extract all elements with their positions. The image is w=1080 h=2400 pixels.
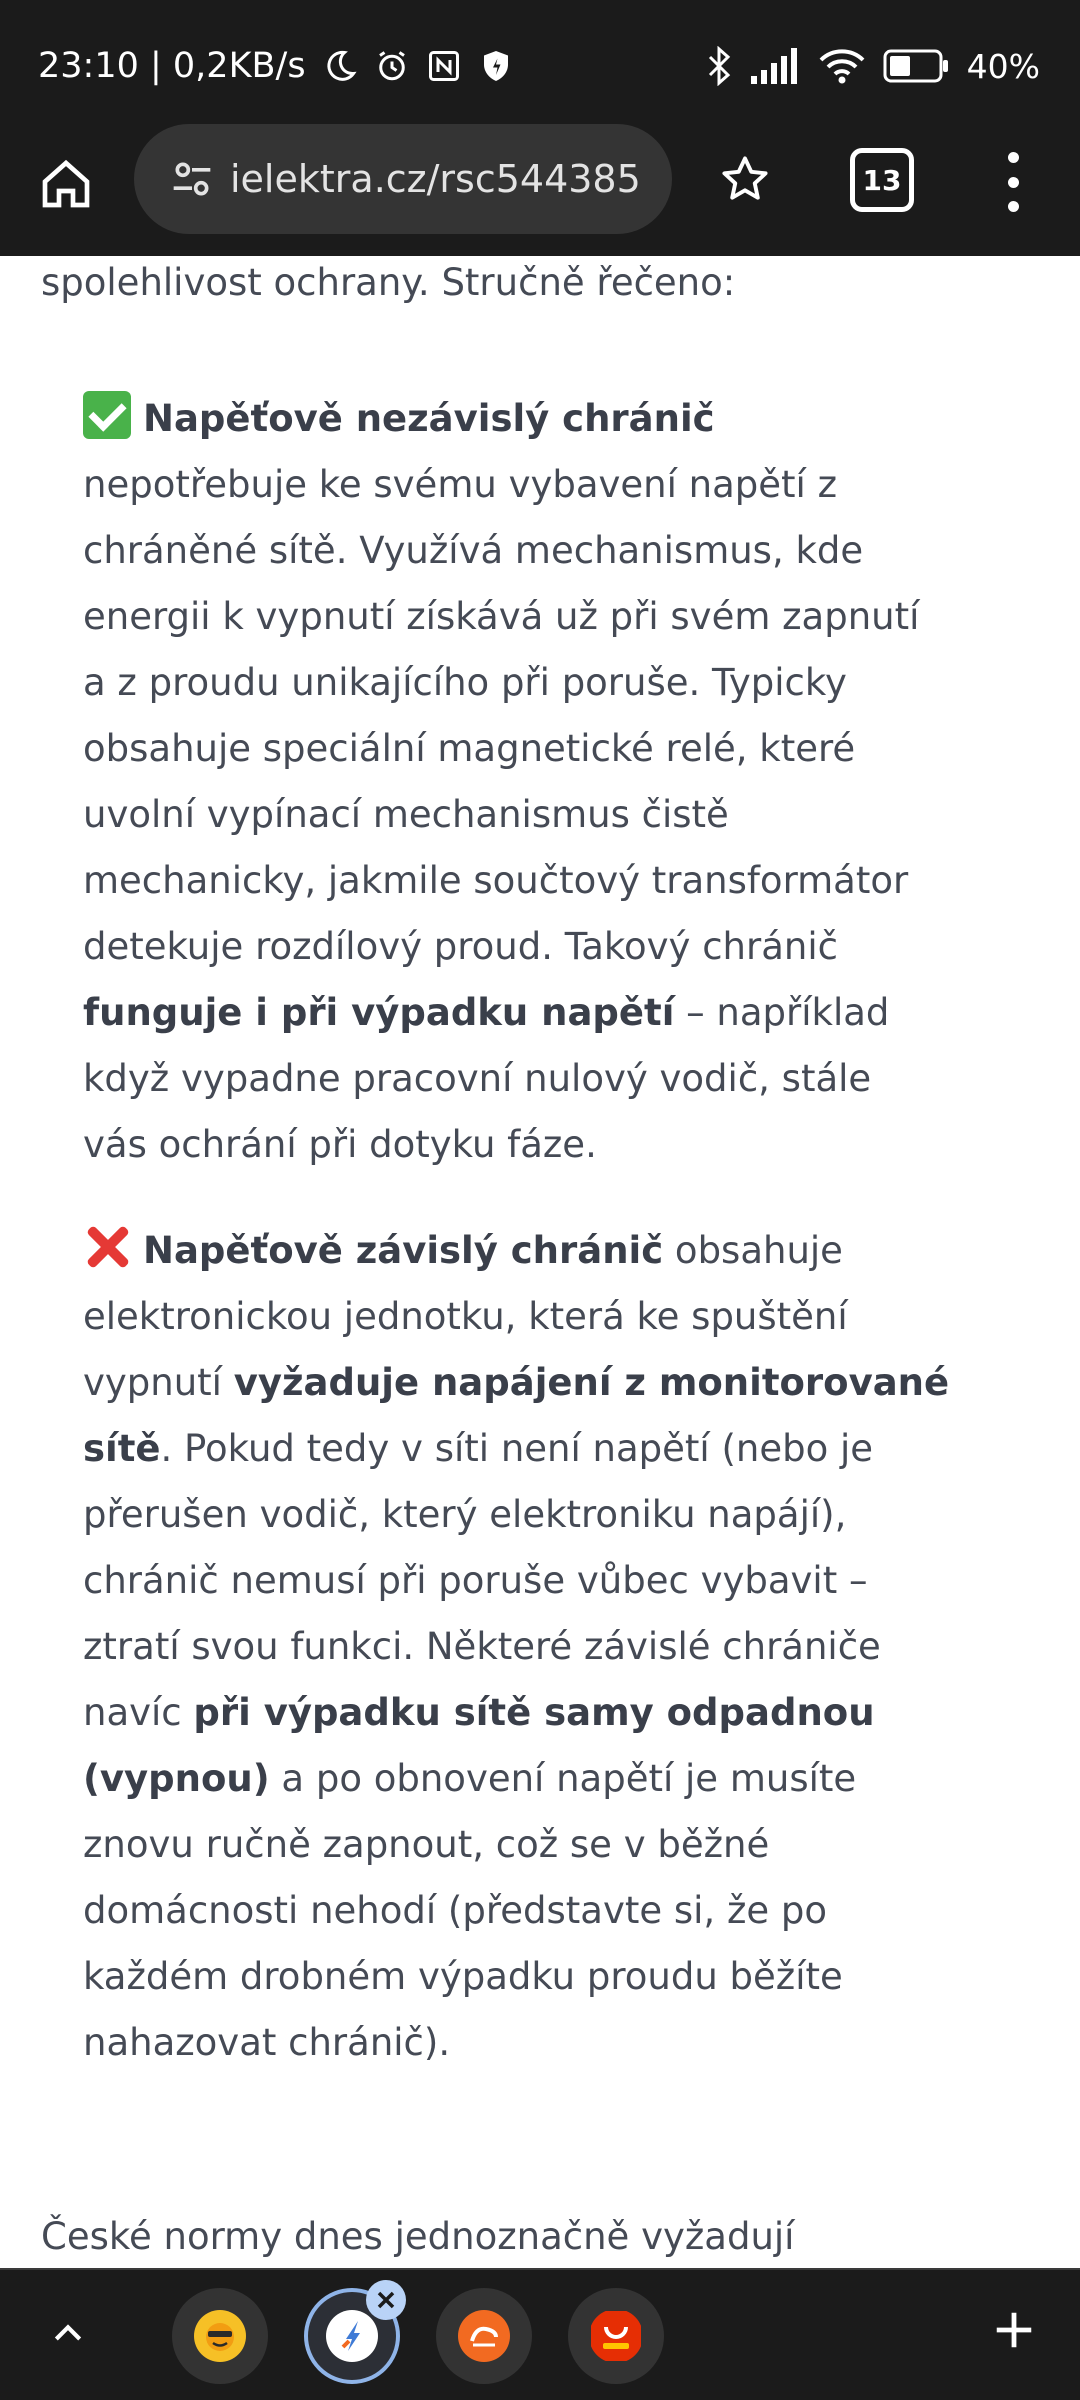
menu-dot-icon	[1008, 152, 1019, 163]
text-line: uvolní vypínací mechanismus čistě	[83, 793, 729, 836]
battery-icon	[883, 49, 949, 83]
more-menu-button[interactable]	[990, 144, 1036, 220]
text-line: když vypadne pracovní nulový vodič, stále	[83, 1057, 872, 1100]
text-line	[83, 1680, 1003, 1746]
bold-phrase: vyžaduje napájení z monitorované	[233, 1361, 950, 1404]
wifi-icon	[819, 48, 865, 84]
bold-phrase: sítě	[83, 1427, 161, 1470]
tab-count: 13	[862, 163, 902, 197]
shield-icon	[478, 48, 514, 84]
text-fragment: navíc	[83, 1691, 194, 1734]
text-line: ztratí svou funkci. Některé závislé chrániče	[83, 1625, 881, 1668]
nfc-icon	[426, 48, 462, 84]
rocket-logo-icon	[325, 2309, 379, 2363]
text-line: znovu ručně zapnout, což se v běžné	[83, 1823, 770, 1866]
status-bar	[0, 0, 1080, 124]
bold-phrase: (vypnou)	[83, 1757, 270, 1800]
text-line	[83, 980, 1003, 1046]
bold-phrase: při výpadku sítě samy odpadnou	[193, 1691, 875, 1734]
alarm-icon	[374, 48, 410, 84]
para1-title-line	[83, 386, 1003, 452]
article-text-cut: spolehlivost ochrany. Stručně řečeno:	[41, 261, 736, 304]
moon-icon	[322, 48, 358, 84]
tab-thumbnail[interactable]	[172, 2288, 268, 2384]
text-fragment: a po obnovení napětí je musíte	[269, 1757, 857, 1800]
aliexpress-red-icon	[589, 2309, 643, 2363]
text-line: detekuje rozdílový proud. Takový chránič	[83, 925, 838, 968]
text-line: chráněné sítě. Využívá mechanismus, kde	[83, 529, 864, 572]
text-line	[83, 1350, 1003, 1416]
aliexpress-orange-icon	[457, 2309, 511, 2363]
para2-title: Napěťově závislý chránič	[143, 1229, 664, 1272]
text-fragment: – například	[674, 991, 890, 1034]
tab-switcher-button[interactable]	[850, 148, 914, 212]
text-line	[83, 1416, 1003, 1482]
chevron-up-icon	[48, 2314, 88, 2354]
text-fragment: obsahuje	[663, 1229, 843, 1272]
text-line: energii k vypnutí získává už při svém zapnutí	[83, 595, 920, 638]
close-icon	[374, 2288, 398, 2312]
text-line: chránič nemusí při poruše vůbec vybavit –	[83, 1559, 868, 1602]
text-line: mechanicky, jakmile součtový transformátor	[83, 859, 909, 902]
text-line: vás ochrání při dotyku fáze.	[83, 1123, 597, 1166]
text-line: obsahuje speciální magnetické relé, které	[83, 727, 856, 770]
signal-icon	[751, 48, 801, 84]
status-right	[707, 42, 1040, 90]
tab-strip	[0, 2268, 1080, 2400]
paragraph-independent	[83, 386, 1003, 1178]
text-line: přerušen vodič, který elektroniku napájí),	[83, 1493, 847, 1536]
paragraph-dependent	[83, 1218, 1003, 2076]
bookmark-button[interactable]	[710, 144, 780, 214]
bold-phrase: funguje i při výpadku napětí	[83, 991, 675, 1034]
home-button[interactable]	[30, 148, 102, 220]
text-line	[83, 1746, 1003, 1812]
address-bar[interactable]	[134, 124, 672, 234]
text-fragment: . Pokud tedy v síti není napětí (nebo je	[160, 1427, 874, 1470]
plus-icon	[991, 2307, 1037, 2353]
collapse-tab-strip-button[interactable]	[40, 2306, 96, 2362]
article-content[interactable]	[0, 256, 1080, 2268]
new-tab-button[interactable]	[984, 2300, 1044, 2360]
status-left	[38, 42, 514, 90]
para2-title-line	[83, 1218, 1003, 1284]
text-line: a z proudu unikajícího při poruše. Typicky	[83, 661, 847, 704]
bluetooth-icon	[707, 46, 733, 86]
browser-toolbar	[0, 124, 1080, 256]
article-text-next: České normy dnes jednoznačně vyžadují	[41, 2215, 795, 2258]
checkmark-icon	[83, 391, 131, 439]
star-icon	[719, 153, 771, 205]
sun-logo-icon	[193, 2309, 247, 2363]
text-line: domácnosti nehodí (představte si, že po	[83, 1889, 828, 1932]
para1-title: Napěťově nezávislý chránič	[143, 397, 715, 440]
text-line: nahazovat chránič).	[83, 2021, 451, 2064]
tab-thumbnail[interactable]	[568, 2288, 664, 2384]
url-text[interactable]: ielektra.cz/rsc544385	[230, 157, 641, 201]
menu-dot-icon	[1008, 177, 1019, 188]
cross-mark-icon	[83, 1223, 131, 1271]
text-line: nepotřebuje ke svému vybavení napětí z	[83, 463, 838, 506]
menu-dot-icon	[1008, 201, 1019, 212]
battery-percent: 40%	[966, 46, 1040, 86]
close-tab-button[interactable]	[366, 2280, 406, 2320]
home-icon	[38, 156, 94, 212]
site-settings-icon[interactable]	[170, 157, 214, 201]
text-line: každém drobném výpadku proudu běžíte	[83, 1955, 843, 1998]
tab-thumbnail[interactable]	[436, 2288, 532, 2384]
text-fragment: vypnutí	[83, 1361, 234, 1404]
text-line: elektronickou jednotku, která ke spuštění	[83, 1295, 848, 1338]
status-time: 23:10 | 0,2KB/s	[38, 46, 306, 86]
